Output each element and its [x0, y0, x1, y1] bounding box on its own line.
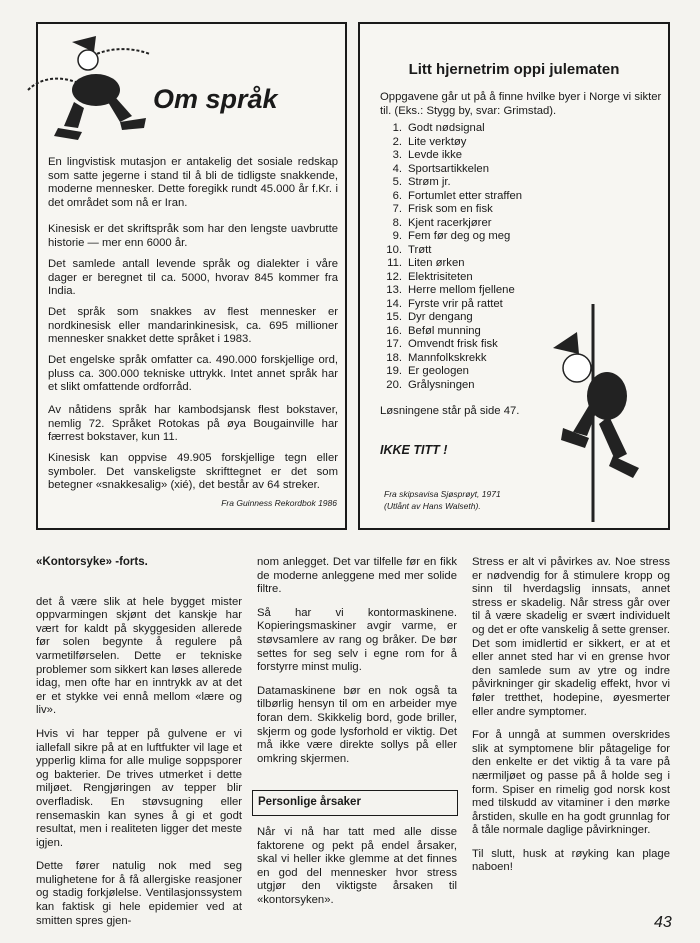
quiz-item: 8. Kjent racerkjører — [392, 216, 492, 229]
warning-text: IKKE TITT ! — [380, 443, 448, 457]
paragraph: Stress er alt vi påvirkes av. Noe stress er nødvendig for å stimulere kropp og sinn til hverdagslig innsats, annet stress er skadelig. Når stress går over til å være skadelig er svært individuelt og det er ofte vanskelig å sette grenser. Det som imidlertid er sikkert, er at et eller annet sted har vi en grense hvor den samlede sum av ytre og indre påvirkninger gir skadelig effekt, hvor vi føler tretthet, hodepine, øyesmerter eller andre symptomer. — [472, 556, 670, 718]
quiz-item: 20. Grålysningen — [386, 378, 475, 391]
page-number: 43 — [654, 914, 672, 931]
quiz-item: 18. Mannfolkskrekk — [386, 351, 487, 364]
quiz-item: 15. Dyr dengang — [386, 311, 473, 324]
om-sprak-title: Om språk — [153, 84, 278, 114]
paragraph: Når vi nå har tatt med alle disse faktorene og pekt på endel årsaker, skal vi heller ikke glemme at det finnes en god del mennesker hvor stress utgjør den viktigste årsaken til «kontorsyken». — [257, 826, 457, 906]
quiz-item: 6. Fortumlet etter straffen — [392, 189, 523, 202]
quiz-item: 9. Fem før deg og meg — [392, 230, 511, 243]
quiz-intro: Oppgavene går ut på å finne hvilke byer i Norge vi sikter til. (Eks.: Stygg by, svar: Grimstad). — [380, 91, 662, 117]
quiz-list — [380, 122, 522, 392]
quiz-item: 4. Sportsartikkelen — [392, 162, 489, 175]
section-heading: Personlige årsaker — [252, 790, 458, 816]
article-heading: «Kontorsyke» -forts. — [36, 556, 148, 568]
paragraph: Kinesisk kan oppvise 49.905 forskjellige tegn eller symboler. Det vanskeligste skrifttegnet er det som betegner «snakkesalig» (xié), det består av 64 streker. — [48, 452, 338, 492]
paragraph: Datamaskinene bør en nok også ta tilbørlig hensyn til om en arbeider mye foran dem. Skikkelig bord, gode briller, skjerm og gode lysforhold er viktig. Det må ikke være direkte sollys på eller omkring skjermen. — [257, 684, 457, 765]
quiz-item: 3. Levde ikke — [392, 149, 463, 162]
paragraph: Til slutt, husk at røyking kan plage naboen! — [472, 847, 670, 874]
paragraph: Det engelske språk omfatter ca. 490.000 forskjellige ord, pluss ca. 300.000 tekniske uttrykk. Intet annet språk har et slikt omfattende ordforråd. — [48, 354, 338, 394]
quiz-item: 17. Omvendt frisk fisk — [386, 338, 498, 351]
quiz-item: 12. Elektrisiteten — [386, 270, 473, 283]
quiz-item: 2. Lite verktøy — [392, 135, 467, 148]
quiz-item: 16. Beføl munning — [386, 324, 481, 337]
quiz-item: 11. Liten ørken — [387, 257, 465, 270]
quiz-item: 7. Frisk som en fisk — [392, 203, 493, 216]
paragraph: Det språk som snakkes av flest mennesker er nordkinesisk eller mandarinkinesisk, ca. 695 millioner mennesker snakket dette språket i 1983. — [48, 306, 338, 346]
om-sprak-box — [36, 22, 347, 530]
quiz-item: 14. Fyrste vrir på rattet — [386, 297, 503, 310]
paragraph: det å være slik at hele bygget mister oppvarmingen skjønt det kanskje har vært for kaldt på skyggesiden allerede før solen begynte å regulere på varmetilførselen. Dette er tekniske problemer som sikkert kan løses allerede idag, men ofte har en inntrykk av at det er et stykke vei ennå mellom «lære og liv». — [36, 595, 242, 717]
quiz-item: 13. Herre mellom fjellene — [386, 284, 515, 297]
article-column-3 — [472, 556, 670, 885]
paragraph: Så har vi kontormaskinene. Kopieringsmaskiner avgir varme, er støvsamlere av rang og bråker. De bør settes for seg selv i egne rom for å forstyrre minst mulig. — [257, 606, 457, 674]
paragraph: Av nåtidens språk har kambodsjansk flest bokstaver, nemlig 72. Språket Rotokas på øya Bougainville har færrest bokstaver, kun 11. — [48, 404, 338, 444]
hjernetrim-title: Litt hjernetrim oppi julematen — [408, 61, 620, 78]
hjernetrim-box — [358, 22, 670, 530]
elf-illustration — [24, 28, 164, 146]
paragraph: Det samlede antall levende språk og dialekter i våre dager er beregnet til ca. 5000, hvorav 845 kommer fra India. — [48, 258, 338, 298]
article-column-2 — [257, 556, 457, 776]
quiz-item: 10. Trøtt — [386, 243, 432, 256]
article-column-2b — [257, 826, 457, 918]
solution-note: Løsningene står på side 47. — [380, 405, 520, 417]
quiz-item: 1. Godt nødsignal — [392, 122, 485, 134]
source-credit: Fra Guinness Rekordbok 1986 — [221, 498, 337, 508]
source-credit: Fra skipsavisa Sjøsprøyt, 1971 (Utlånt av Hans Walseth). — [384, 489, 501, 511]
quiz-item: 5. Strøm jr. — [392, 176, 451, 189]
paragraph: En lingvistisk mutasjon er antakelig det sosiale redskap som satte jegerne i stand til å bli de tidligste snakkende, moderne mennesker. Dette foregikk rundt 45.000 år f.Kr. i det området som nå er Iran. — [48, 156, 338, 209]
paragraph: Dette fører natulig nok med seg mulighetene for å få allergiske reasjoner og stadig forkjølelse. Ventilasjonssystem kan faktisk gi hele epidemier ved at smitten spres gjen- — [36, 860, 242, 927]
climbing-elf-illustration — [535, 304, 645, 524]
paragraph: Kinesisk er det skriftspråk som har den lengste uavbrutte historie — mer enn 6000 år. — [48, 223, 338, 249]
paragraph: Hvis vi har tepper på gulvene er vi iallefall sikre på at en luftfukter vil lage et ypperlig klima for alle mulige soppsporer og bakterier. De trives utmerket i dette miljøet. Rengjøringen av tepper blir overfladisk. En støvsugning eller rensemaskin kan synes å gi et godt resultat, men i realiteten ligger det meste igjen. — [36, 727, 242, 849]
quiz-item: 19. Er geologen — [386, 365, 469, 378]
paragraph: For å unngå at summen overskrides slik at symptomene blir påtagelige for den enkelte er det viktig å ta vare på nærmiljøet og passe på å holde seg i form. Spiser en rimelig god norsk kost med tilskudd av vitaminer i den mørke årstiden, skulle en ha godt grunnlag for å tåle normale daglige påvirkninger. — [472, 729, 670, 837]
paragraph: nom anlegget. Det var tilfelle før en fikk de moderne anleggene med mer solide filtre. — [257, 556, 457, 596]
article-column-1 — [36, 556, 242, 938]
